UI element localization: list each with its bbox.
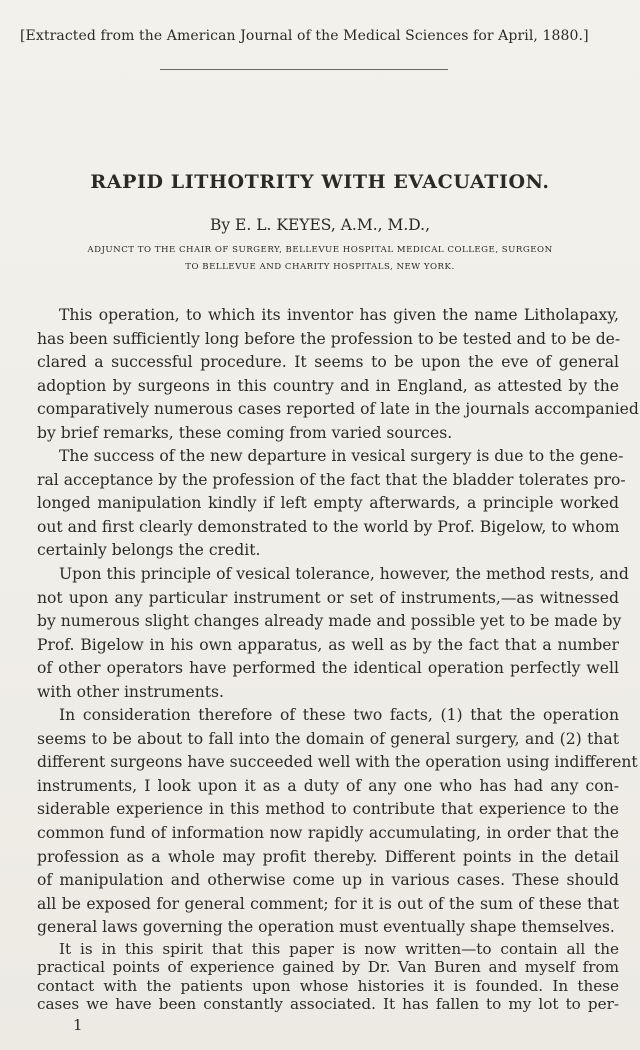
body-line: general laws governing the operation must eventually shape themselves. xyxy=(37,918,615,937)
body-line: Prof. Bigelow in his own apparatus, as well as by the fact that a number xyxy=(37,635,619,654)
body-line: siderable experience in this method to contribute that experience to the xyxy=(37,800,619,819)
body-line: longed manipulation kindly if left empty afterwards, a principle worked xyxy=(37,494,619,513)
extract-note: [Extracted from the American Journal of the Medical Sciences for April, 1880.] xyxy=(20,28,589,44)
author-affiliation-line-1: ADJUNCT TO THE CHAIR OF SURGERY, BELLEVUE HOSPITAL MEDICAL COLLEGE, SURGEON xyxy=(87,245,553,255)
body-line: all be exposed for general comment; for it is out of the sum of these that xyxy=(37,894,619,913)
body-line: different surgeons have succeeded well with the operation using indifferent xyxy=(37,753,638,772)
body-line: out and first clearly demonstrated to the world by Prof. Bigelow, to whom xyxy=(37,517,620,536)
body-line: practical points of experience gained by Dr. Van Buren and myself from xyxy=(37,958,619,977)
body-line: by brief remarks, these coming from varied sources. xyxy=(37,423,453,442)
body-line: contact with the patients upon whose histories it is founded. In these xyxy=(37,976,619,995)
body-line: cases we have been constantly associated. It has fallen to my lot to per- xyxy=(37,994,619,1013)
body-line: clared a successful procedure. It seems to be upon the eve of general xyxy=(37,353,619,372)
author-byline: By E. L. KEYES, A.M., M.D., xyxy=(209,216,431,234)
body-line: The success of the new departure in vesical surgery is due to the gene- xyxy=(59,447,624,466)
body-line: profession as a whole may profit thereby. Different points in the detail xyxy=(37,847,619,866)
body-line: has been sufficiently long before the profession to be tested and to be de- xyxy=(37,329,621,348)
body-line: not upon any particular instrument or set of instruments,—as witnessed xyxy=(37,588,619,607)
body-line: certainly belongs the credit. xyxy=(37,541,261,560)
body-line: of manipulation and otherwise come up in various cases. These should xyxy=(37,871,619,890)
body-line: with other instruments. xyxy=(37,682,225,701)
body-line: In consideration therefore of these two facts, (1) that the operation xyxy=(59,706,619,725)
article-title: RAPID LITHOTRITY WITH EVACUATION. xyxy=(90,171,550,193)
body-line: comparatively numerous cases reported of late in the journals accompanied xyxy=(37,400,639,419)
header-rule xyxy=(160,69,448,70)
body-line: This operation, to which its inventor has given the name Litholapaxy, xyxy=(59,306,619,324)
body-line: of other operators have performed the identical operation perfectly well xyxy=(37,659,619,678)
body-line: It is in this spirit that this paper is now written—to contain all the xyxy=(59,939,619,958)
body-line: by numerous slight changes already made and possible yet to be made by xyxy=(37,612,622,631)
body-line: common fund of information now rapidly accumulating, in order that the xyxy=(37,824,619,843)
author-affiliation-line-2: TO BELLEVUE AND CHARITY HOSPITALS, NEW YORK. xyxy=(185,262,455,272)
page-number: 1 xyxy=(73,1016,83,1034)
body-line: seems to be about to fall into the domain of general surgery, and (2) that xyxy=(37,729,619,748)
body-line: adoption by surgeons in this country and in England, as attested by the xyxy=(37,376,619,395)
body-line: ral acceptance by the profession of the fact that the bladder tolerates pro- xyxy=(37,470,626,489)
article-body xyxy=(37,304,639,1013)
body-line: Upon this principle of vesical tolerance, however, the method rests, and xyxy=(59,565,629,584)
body-line: instruments, I look upon it as a duty of any one who has had any con- xyxy=(37,776,619,795)
